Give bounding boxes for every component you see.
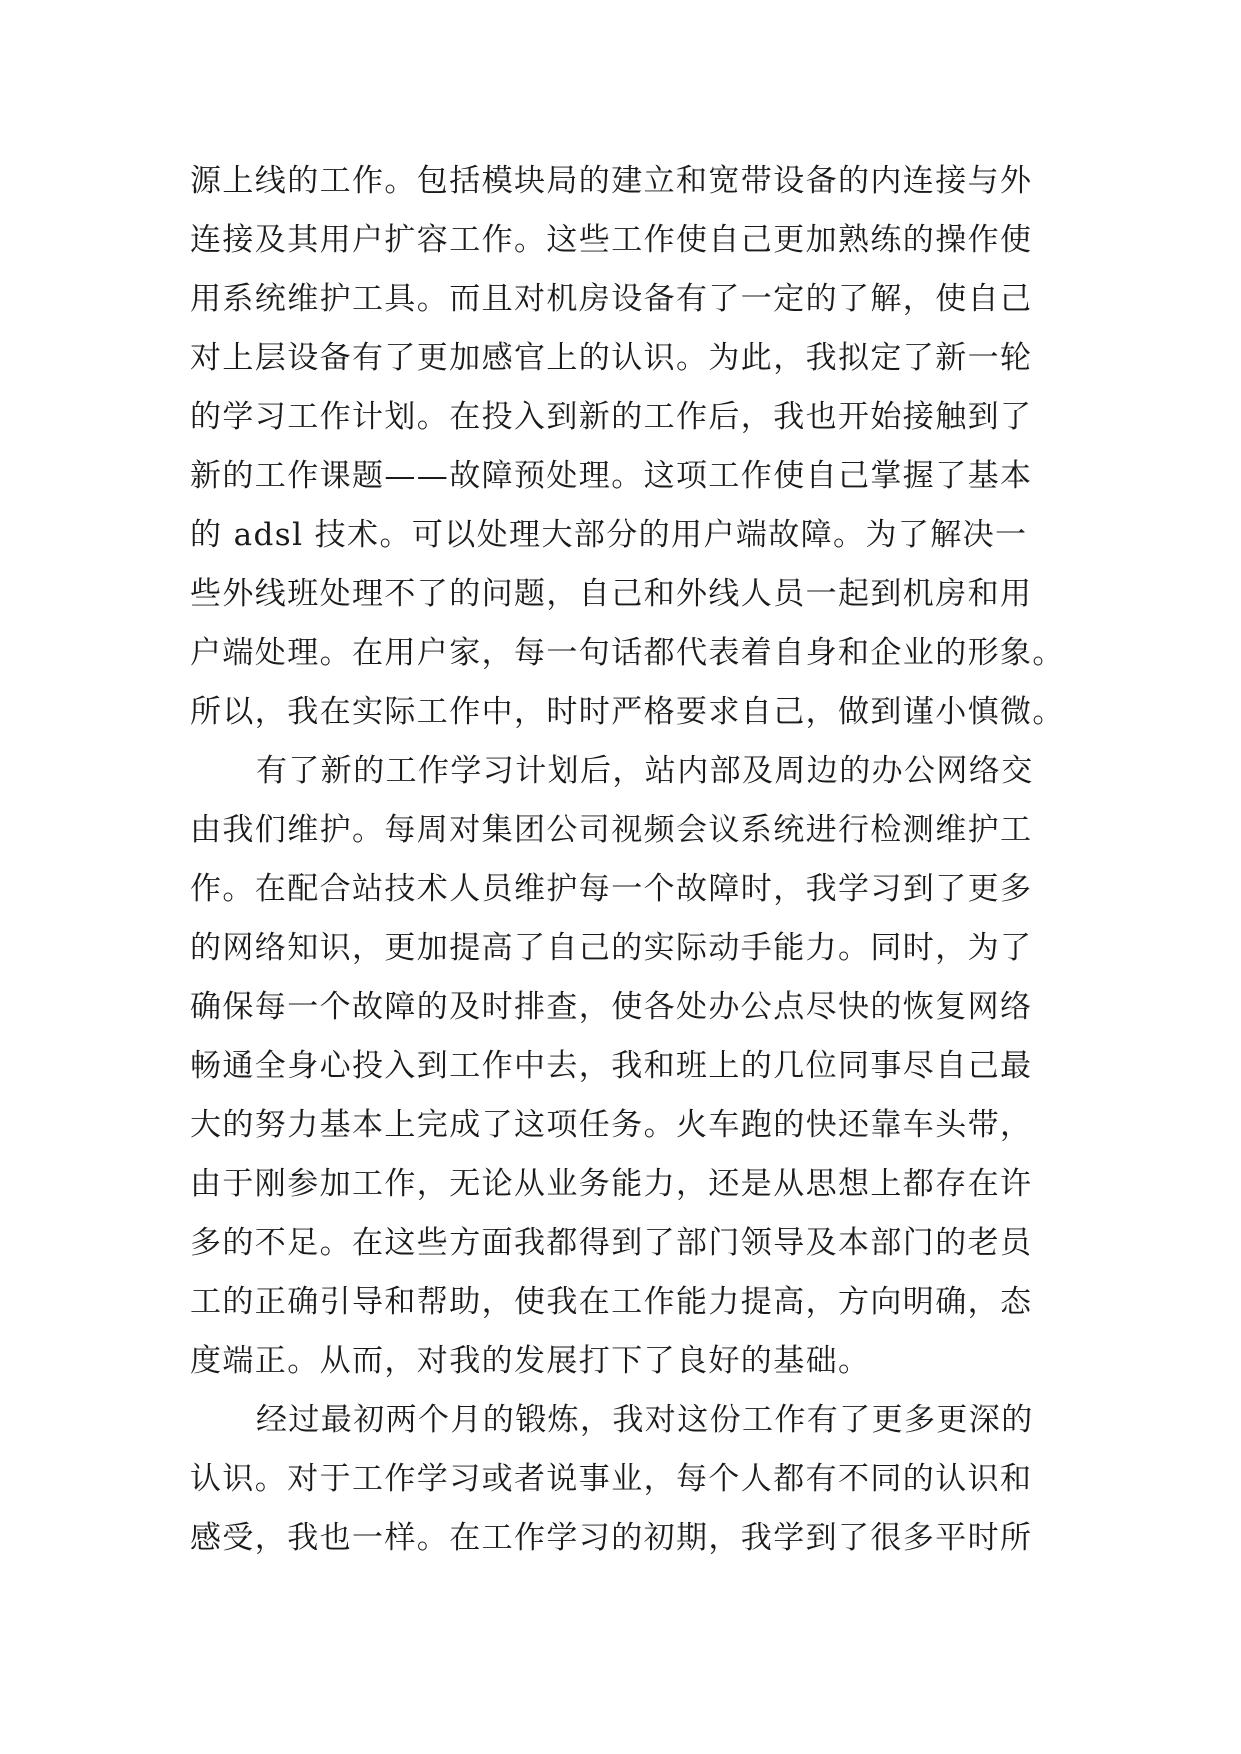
text-line: 认识。对于工作学习或者说事业，每个人都有不同的认识和	[190, 1461, 1033, 1497]
text-line: 的网络知识，更加提高了自己的实际动手能力。同时，为了	[190, 930, 1033, 966]
body-text	[190, 152, 1070, 1568]
text-line: 畅通全身心投入到工作中去，我和班上的几位同事尽自己最	[190, 1048, 1033, 1084]
text-line: 由于刚参加工作，无论从业务能力，还是从思想上都存在许	[190, 1166, 1033, 1202]
text-line: 大的努力基本上完成了这项任务。火车跑的快还靠车头带，	[190, 1107, 1033, 1143]
text-line: 由我们维护。每周对集团公司视频会议系统进行检测维护工	[190, 812, 1033, 848]
text-line: 感受，我也一样。在工作学习的初期，我学到了很多平时所	[190, 1520, 1033, 1556]
text-line: 的学习工作计划。在投入到新的工作后，我也开始接触到了	[190, 399, 1033, 435]
text-line: 源上线的工作。包括模块局的建立和宽带设备的内连接与外	[190, 163, 1033, 199]
text-line: 所以，我在实际工作中，时时严格要求自己，做到谨小慎微。	[190, 694, 1065, 730]
text-line: 确保每一个故障的及时排查，使各处办公点尽快的恢复网络	[190, 989, 1033, 1025]
text-line: 连接及其用户扩容工作。这些工作使自己更加熟练的操作使	[190, 222, 1033, 258]
text-line: 些外线班处理不了的问题，自己和外线人员一起到机房和用	[190, 576, 1033, 612]
text-line: 作。在配合站技术人员维护每一个故障时，我学习到了更多	[190, 871, 1033, 907]
text-line: 新的工作课题——故障预处理。这项工作使自己掌握了基本	[190, 458, 1033, 494]
text-line: 的 adsl 技术。可以处理大部分的用户端故障。为了解决一	[190, 517, 1028, 553]
text-line: 用系统维护工具。而且对机房设备有了一定的了解，使自己	[190, 281, 1033, 317]
text-line: 有了新的工作学习计划后，站内部及周边的办公网络交	[256, 753, 1034, 789]
text-line: 对上层设备有了更加感官上的认识。为此，我拟定了新一轮	[190, 340, 1033, 376]
text-line: 度端正。从而，对我的发展打下了良好的基础。	[190, 1343, 871, 1379]
text-line: 多的不足。在这些方面我都得到了部门领导及本部门的老员	[190, 1225, 1033, 1261]
text-line: 工的正确引导和帮助，使我在工作能力提高，方向明确，态	[190, 1284, 1033, 1320]
text-line: 经过最初两个月的锻炼，我对这份工作有了更多更深的	[256, 1402, 1034, 1438]
text-line: 户端处理。在用户家，每一句话都代表着自身和企业的形象。	[190, 635, 1065, 671]
